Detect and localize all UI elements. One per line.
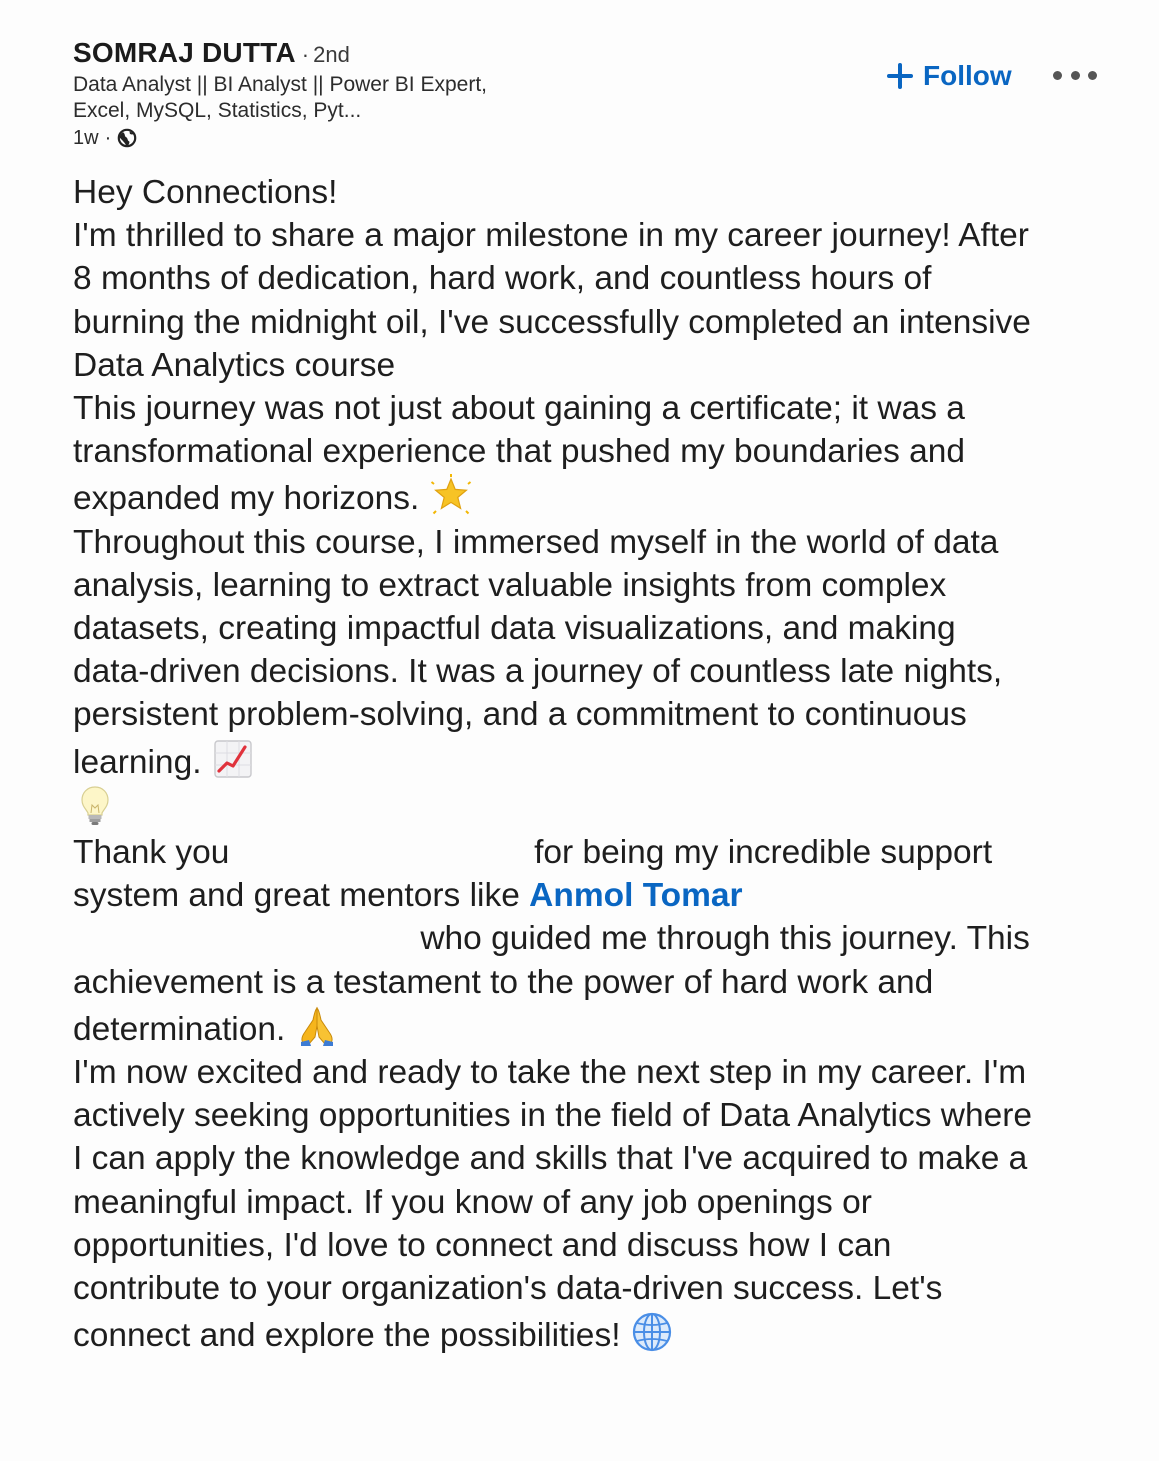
globe-icon [117, 128, 137, 148]
more-options-icon[interactable] [1053, 64, 1097, 86]
mention-link[interactable]: Anmol Tomar [529, 877, 743, 915]
more-dot [1088, 71, 1097, 80]
post-paragraph-course [73, 521, 1033, 831]
degree-separator: · [301, 42, 310, 67]
author-headline: Data Analyst || BI Analyst || Power BI Expert, Excel, MySQL, Statistics, Pyt... [73, 73, 488, 122]
post-text: who guided me through this journey. This achievement is a testament to the power of hard work and determination. [73, 920, 1030, 1048]
post-meta [73, 125, 137, 151]
post-header [73, 34, 1103, 154]
post-text: This journey was not just about gaining a certificate; it was a transformational experience that pushed my boundaries and expanded my horizons. [73, 390, 966, 518]
post-body [73, 171, 1033, 1357]
author-name[interactable]: SOMRAJ DUTTA [73, 37, 296, 68]
light-bulb-icon [73, 784, 117, 828]
post-paragraph-thanks [73, 831, 1033, 1051]
plus-icon [887, 63, 913, 89]
post-paragraph-milestone: I'm thrilled to share a major milestone in my career journey! After 8 months of dedication, hard work, and countless hours of burning the midnight oil, I've successfully completed an intensive Data Analytics course [73, 217, 1031, 384]
post-paragraph-greeting: Hey Connections! [73, 174, 338, 211]
meta-separator: · [104, 127, 112, 149]
globe-with-meridians-icon [630, 1310, 674, 1354]
author-line [73, 36, 350, 75]
post-text: I'm now excited and ready to take the next step in my career. I'm actively seeking opportunities in the field of Data Analytics where I can apply the knowledge and skills that I've acquired to make a meaningful impact. If you know of any job openings or opportunities, I'd love to connect and discuss how I can contribute to your organization's data-driven success. Let's connect and explore the possibilities! [73, 1054, 1033, 1355]
post-time: 1w [73, 127, 99, 149]
post-text: Throughout this course, I immersed myself in the world of data analysis, learning to extract valuable insights from complex datasets, creating impactful data visualizations, and making data-driven decisions. It was a journey of countless late nights, persistent problem-solving, and a commitment to continuous learning. [73, 523, 1003, 781]
chart-increasing-icon [211, 737, 255, 781]
more-dot [1053, 71, 1062, 80]
follow-label: Follow [923, 60, 1012, 91]
post-paragraph-opportunities [73, 1051, 1033, 1357]
post-text: Thank you [73, 834, 230, 872]
post-text: for being my incredible support system and great mentors like [73, 834, 993, 915]
folded-hands-icon [295, 1004, 339, 1048]
more-dot [1071, 71, 1080, 80]
post-paragraph-journey [73, 387, 1033, 521]
follow-button[interactable] [887, 56, 1012, 96]
glowing-star-icon [429, 473, 473, 517]
connection-degree: 2nd [313, 42, 350, 67]
